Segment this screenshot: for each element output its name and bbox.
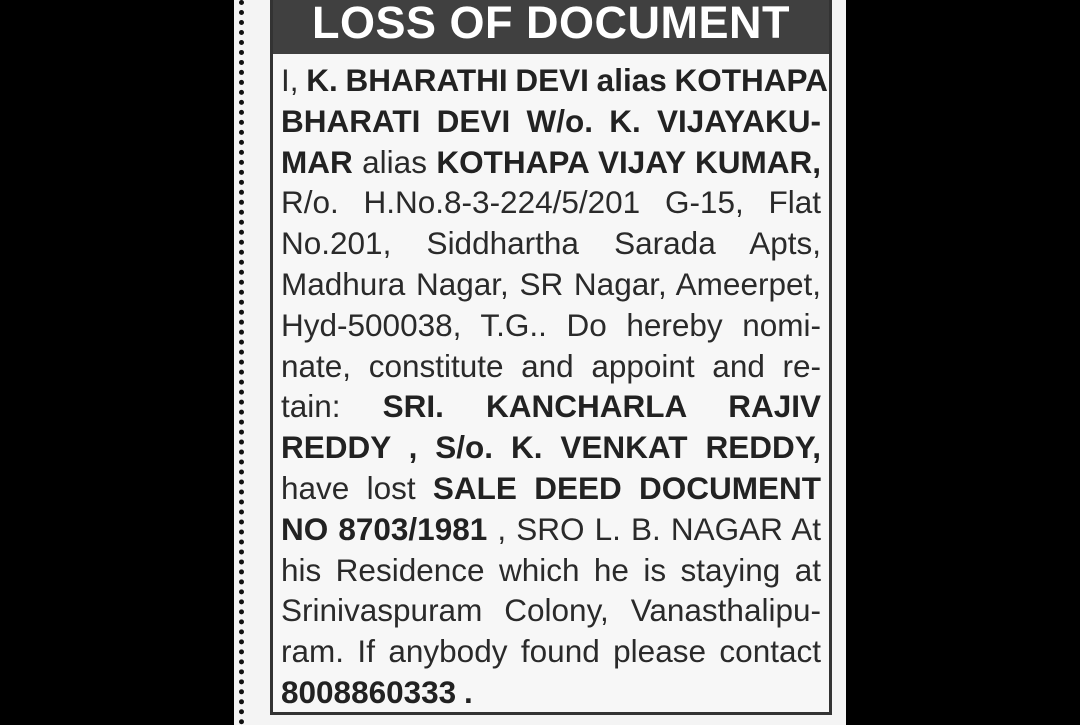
- column-dotted-divider: [239, 0, 244, 725]
- ad-bold-text: SALE DEED DOCUMENT: [432, 469, 821, 506]
- ad-bold-text: SRI. KANCHARLA RAJIV: [382, 388, 821, 425]
- classified-ad-box: [270, 0, 832, 715]
- ad-text: his Residence which he is staying at: [281, 551, 821, 588]
- ad-text-line: [281, 223, 821, 264]
- ad-text-line: [281, 509, 821, 550]
- ad-text-line: [281, 305, 821, 346]
- ad-text-line: [281, 60, 828, 101]
- ad-text: No.201, Siddhartha Sarada Apts,: [281, 225, 821, 262]
- ad-text-line: [281, 550, 821, 591]
- ad-bold-text: KOTHAPA VIJAY KUMAR,: [436, 143, 821, 180]
- ad-text: tain:: [281, 388, 383, 425]
- ad-bold-text: MAR: [281, 143, 353, 180]
- ad-text-line: [281, 386, 821, 427]
- ad-text: alias: [352, 143, 437, 180]
- ad-bold-text: K. BHARATHI DEVI alias KOTHAPA: [306, 62, 828, 98]
- ad-text-line: [281, 672, 821, 713]
- ad-text: , SRO L. B. NAGAR At: [487, 510, 821, 547]
- ad-text: Srinivaspuram Colony, Vanasthalipu-: [281, 592, 821, 629]
- ad-text-line: [281, 427, 821, 468]
- ad-text-line: [281, 101, 821, 142]
- ad-text-line: [281, 264, 821, 305]
- ad-text: Madhura Nagar, SR Nagar, Ameerpet,: [281, 265, 821, 302]
- ad-text-line: [281, 590, 821, 631]
- ad-bold-text: BHARATI DEVI W/o. K. VIJAYAKU-: [281, 102, 821, 139]
- ad-text: R/o. H.No.8-3-224/5/201 G-15, Flat: [281, 184, 821, 221]
- ad-text-line: [281, 468, 821, 509]
- ad-bold-text: NO 8703/1981: [281, 510, 488, 547]
- newspaper-column: [234, 0, 846, 725]
- ad-text: Hyd-500038, T.G.. Do hereby nomi-: [281, 306, 821, 343]
- ad-text: ram. If anybody found please contact: [281, 633, 821, 670]
- ad-headline: LOSS OF DOCUMENT: [273, 0, 829, 54]
- ad-text: I,: [281, 62, 307, 98]
- ad-text-line: [281, 182, 821, 223]
- ad-text-line: [281, 346, 821, 387]
- ad-bold-text: 8008860333 .: [281, 673, 473, 710]
- ad-text: nate, constitute and appoint and re-: [281, 347, 821, 384]
- ad-text: have lost: [281, 469, 433, 506]
- ad-text-line: [281, 142, 821, 183]
- ad-text-line: [281, 631, 821, 672]
- ad-bold-text: REDDY , S/o. K. VENKAT REDDY,: [281, 429, 821, 466]
- ad-body-text: [273, 54, 829, 713]
